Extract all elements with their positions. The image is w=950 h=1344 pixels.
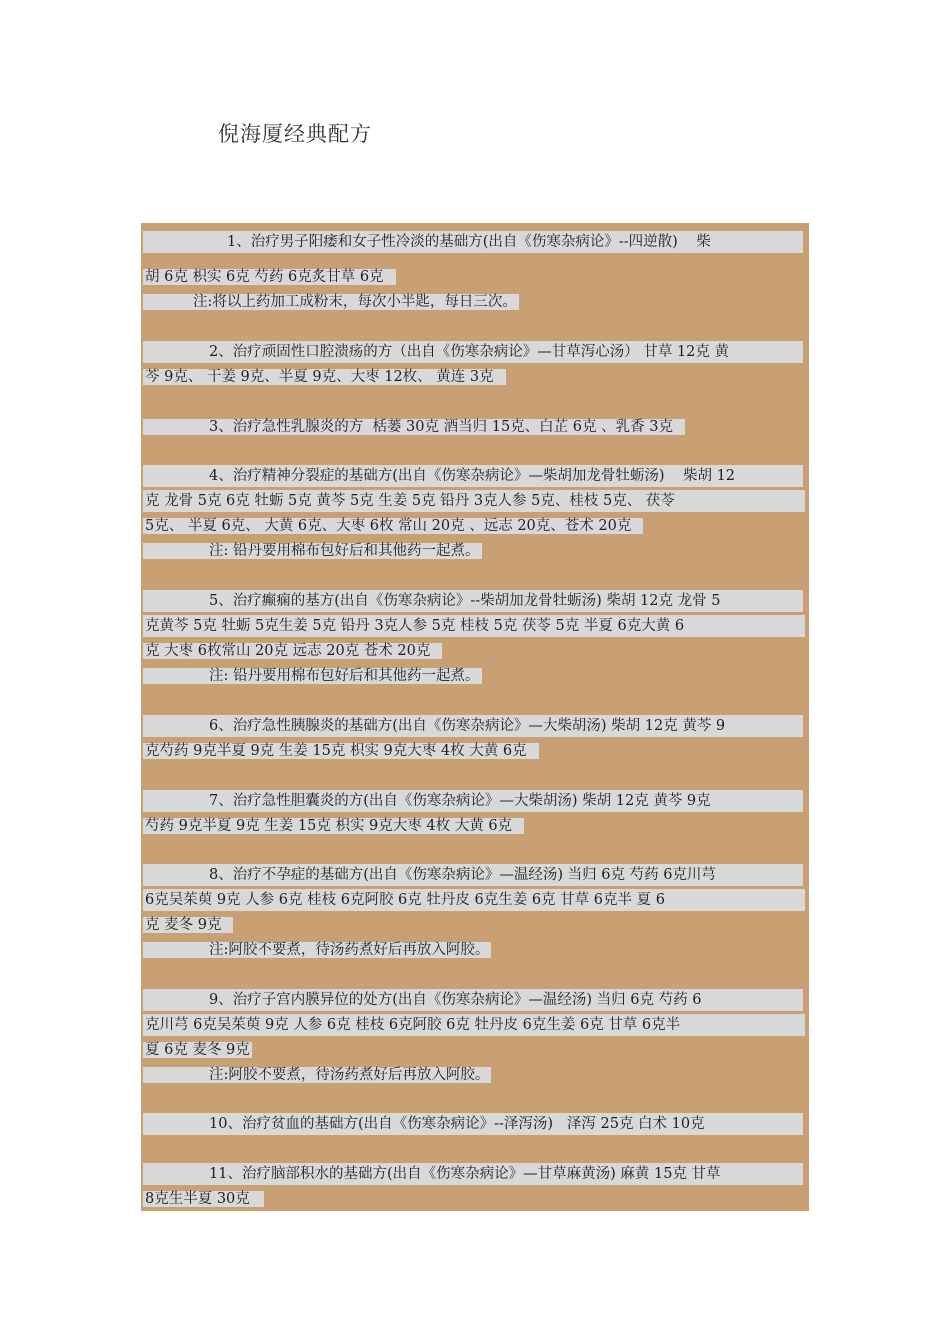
recipe-note: 注: 铅丹要用棉布包好后和其他药一起煮。 (143, 665, 805, 687)
recipe-line: 5、治疗癫痫的基方(出自《伤寒杂病论》--柴胡加龙骨牡蛎汤) 柴胡 12克 龙骨 5 (143, 590, 805, 612)
recipe-line: 4、治疗精神分裂症的基础方(出自《伤寒杂病论》—柴胡加龙骨牡蛎汤) 柴胡 12 (143, 465, 805, 487)
recipe-line: 5克、 半夏 6克、 大黄 6克、大枣 6枚 常山 20克 、远志 20克、苍术 20克 (143, 515, 805, 537)
recipe-note: 注:阿胶不要煮，待汤药煮好后再放入阿胶。 (143, 1064, 805, 1086)
recipe-line: 6克吴茱萸 9克 人参 6克 桂枝 6克阿胶 6克 牡丹皮 6克生姜 6克 甘草 6克半 夏 6 (143, 889, 805, 911)
recipe-line: 8、治疗不孕症的基础方(出自《伤寒杂病论》—温经汤) 当归 6克 芍药 6克川芎 (143, 864, 805, 886)
recipe-line: 克 龙骨 5克 6克 牡蛎 5克 黄芩 5克 生姜 5克 铅丹 3克人参 5克、桂枝 5克、 茯苓 (143, 490, 805, 512)
recipe-line: 克川芎 6克吴茱萸 9克 人参 6克 桂枝 6克阿胶 6克 牡丹皮 6克生姜 6克 甘草 6克半 (143, 1014, 805, 1036)
recipe-line: 11、治疗脑部积水的基础方(出自《伤寒杂病论》—甘草麻黄汤) 麻黄 15克 甘草 (143, 1163, 805, 1185)
recipe-line: 1、治疗男子阳痿和女子性冷淡的基础方(出自《伤寒杂病论》--四逆散) 柴 (143, 231, 805, 253)
recipe-line: 7、治疗急性胆囊炎的方(出自《伤寒杂病论》—大柴胡汤) 柴胡 12克 黄芩 9克 (143, 790, 805, 812)
recipe-line: 胡 6克 枳实 6克 芍药 6克炙甘草 6克 (143, 266, 805, 288)
recipe-line: 克黄芩 5克 牡蛎 5克生姜 5克 铅丹 3克人参 5克 桂枝 5克 茯苓 5克 半夏 6克大黄 6 (143, 615, 805, 637)
recipe-line: 芍药 9克半夏 9克 生姜 15克 枳实 9克大枣 4枚 大黄 6克 (143, 815, 805, 837)
recipe-line: 10、治疗贫血的基础方(出自《伤寒杂病论》--泽泻汤) 泽泻 25克 白术 10克 (143, 1113, 805, 1135)
recipe-note: 注:阿胶不要煮，待汤药煮好后再放入阿胶。 (143, 939, 805, 961)
recipe-line: 3、治疗急性乳腺炎的方 栝蒌 30克 酒当归 15克、白芷 6克 、乳香 3克 (143, 416, 805, 438)
document-title: 倪海厦经典配方 (218, 122, 372, 146)
recipe-line: 克 麦冬 9克 (143, 914, 805, 936)
recipe-line: 2、治疗顽固性口腔溃疡的方（出自《伤寒杂病论》—甘草泻心汤） 甘草 12克 黄 (143, 341, 805, 363)
recipe-note: 注: 铅丹要用棉布包好后和其他药一起煮。 (143, 540, 805, 562)
recipe-line: 9、治疗子宫内膜异位的处方(出自《伤寒杂病论》—温经汤) 当归 6克 芍药 6 (143, 989, 805, 1011)
recipe-line: 芩 9克、 干姜 9克、半夏 9克、大枣 12枚、 黄连 3克 (143, 366, 805, 388)
recipe-line: 8克生半夏 30克 (143, 1188, 805, 1210)
recipe-line: 克 大枣 6枚常山 20克 远志 20克 苍术 20克 (143, 640, 805, 662)
recipe-line: 夏 6克 麦冬 9克 (145, 1042, 250, 1058)
recipe-line: 克芍药 9克半夏 9克 生姜 15克 枳实 9克大枣 4枚 大黄 6克 (143, 740, 805, 762)
recipe-note: 注:将以上药加工成粉末，每次小半匙，每日三次。 (143, 291, 805, 313)
recipe-line: 6、治疗急性胰腺炎的基础方(出自《伤寒杂病论》—大柴胡汤) 柴胡 12克 黄芩 9 (143, 715, 805, 737)
